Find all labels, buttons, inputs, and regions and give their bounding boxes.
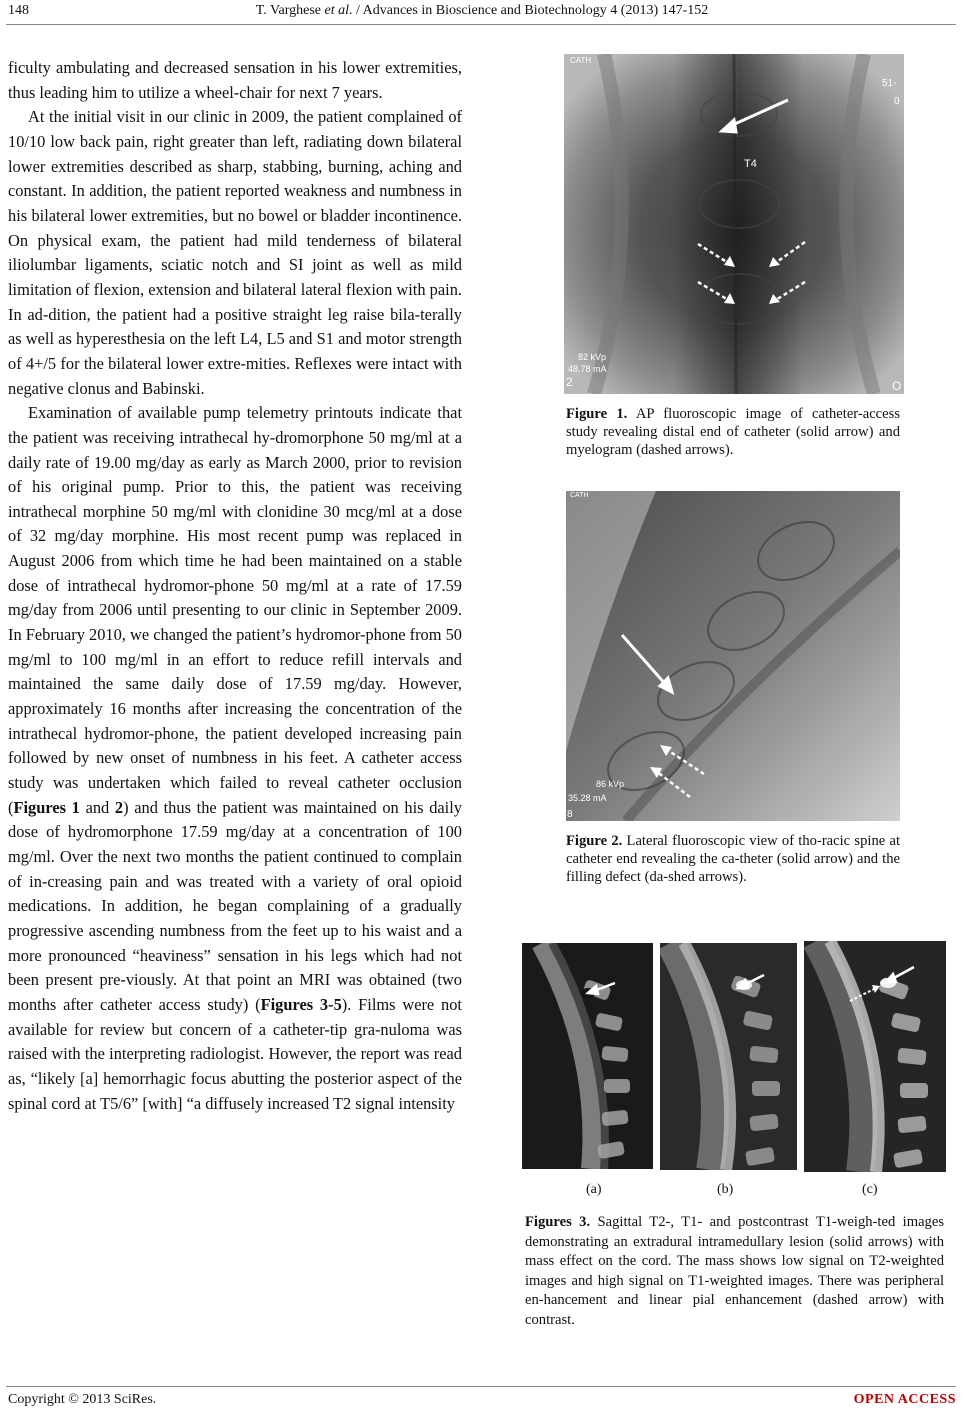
copyright-text: Copyright © 2013 SciRes.: [8, 1392, 157, 1407]
paragraph-3: Examination of available pump telemetry printouts indicate that the patient was receiving intrathecal hy-dromorphone 50 mg/ml at a daily rate of 19.00 mg/day as early as March 2000, prior to revision of his original pump. Prior to this, the patient was receiving intrathecal morphine 50 mg/ml with clonidine 30 mcg/ml at a dose of 32 mg/day morphine. His most recent pump was replaced in August 2006 from which time he had been maintained on a stable dose of intrathecal hydromor-phone 50 mg/ml at a rate of 17.59 mg/day from 2006 until presenting to our clinic in September 2009. In February 2010, we changed the patient’s hydromor-phone from 50 mg/ml to 100 mg/ml in an effort to reduce refill intervals and maintained the same daily dose of 17.59 mg/day. However, approximately 16 months after increasing the concentration of the intrathecal hydromor-phone, the patient developed increasing pain followed by new onset of numbness in his feet. A catheter access study was undertaken which failed to reveal catheter occlusion (Figures 1 and 2) and thus the patient was maintained on his daily dose of hydromorphone 17.59 mg/day at a concentration of 100 mg/ml. Over the next two months the patient continued to complain of in-creasing pain and was treated with a variety of oral opioid medications. In addition, he began complaining of a gradually progressive ascending numbness from the feet up to his waist and a more pronounced “heaviness” sensation in his legs which had not been present pre-viously. At that point an MRI was obtained (two months after catheter access study) (Figures 3-5). Films were not available for review but concern of a catheter-tip gra-nuloma was raised with the interpreting radiologist. However, the report was read as, “likely [a] hemorrhagic focus abutting the posterior aspect of the spinal cord at T5/6” [with] “a diffusely increased T2 signal intensity: [8, 403, 462, 1113]
running-head: T. Varghese et al. / Advances in Bioscience and Biotechnology 4 (2013) 147-152: [255, 3, 709, 18]
figure-1-ref[interactable]: Figures 1: [13, 797, 80, 817]
fig1-num-text: 51-: [882, 78, 897, 89]
fig2-kvp-text: 86 kVp: [596, 779, 625, 789]
figure-3a-label: (a): [586, 1182, 602, 1197]
figure-1-caption: Figure 1. AP fluoroscopic image of catheter-access study revealing distal end of catheter (solid arrow) and myelogram (dashed arrows).: [566, 406, 901, 458]
fig2-ma-text: 35.28 mA: [568, 793, 607, 803]
paragraph-2: At the initial visit in our clinic in 2009, the patient complained of 10/10 low back pain, right greater than left, radiating down bilateral lower extremities described as sharp, stabbing, burning, aching and constant. In addition, the patient reported weakness and numbness in his bilateral lower extremities, but no bowel or bladder incontinence. On physical exam, the patient had mild tenderness of bilateral iliolumbar ligaments, sciatic notch and SI joint as well as mild limitation of flexion, extension and bilateral lateral flexion with pain. In ad-dition, the patient had a positive straight leg raise bila-terally as well as hyperesthesia on the left L4, L5 and S1 and motor strength of 4+/5 for the bilateral lower extre-mities. Reflexes were intact with negative clonus and Babinski.: [8, 107, 462, 398]
page-header: [0, 0, 964, 26]
fig1-ma-text: 48.78 mA: [568, 364, 607, 374]
fig2-cath-text: CATH: [570, 492, 589, 499]
figure-2-image: [566, 491, 900, 821]
fig1-corner-text: O: [892, 379, 902, 393]
fig1-zero-text: 0: [894, 96, 900, 107]
fig1-cath-text: CATH: [570, 56, 592, 65]
open-access-label: OPEN ACCESS: [853, 1392, 956, 1407]
figure-3a-image: [522, 943, 653, 1169]
figure-2-ref[interactable]: 2: [114, 797, 124, 817]
paragraph-1: ficulty ambulating and decreased sensation in his lower extremities, thus leading him to utilize a wheel-chair for next 7 years.: [8, 58, 462, 102]
figure-3c-image: [804, 941, 946, 1172]
figure-2-caption: Figure 2. Lateral fluoroscopic view of tho-racic spine at catheter end revealing the ca-theter (solid arrow) and the filling defect (da-shed arrows).: [566, 833, 900, 885]
left-column-text: [8, 56, 462, 1116]
figure-3b-image: [660, 943, 797, 1170]
fig1-level-label: T4: [744, 158, 757, 170]
fig1-kvp-text: 82 kVp: [578, 352, 607, 362]
figures-3-5-ref[interactable]: Figures 3-5: [260, 994, 342, 1014]
page-number: 148: [8, 3, 29, 18]
figure-1-image: [564, 54, 904, 394]
figure-3b-label: (b): [717, 1182, 734, 1197]
fig2-num-text: 8: [567, 809, 573, 820]
footer-rule: [6, 1386, 956, 1387]
figure-3-caption: Figures 3. Sagittal T2-, T1- and postcontrast T1-weigh-ted images demonstrating an extradural intramedullary lesion (solid arrows) with mass effect on the cord. The mass shows low signal on T2-weighted images and high signal on T1-weighted images. There was peripheral en-hancement and linear pial enhancement (dashed arrow) with contrast.: [525, 1214, 944, 1328]
figure-3c-label: (c): [862, 1182, 878, 1197]
header-rule: [6, 24, 956, 25]
fig1-two-text: 2: [566, 375, 573, 389]
